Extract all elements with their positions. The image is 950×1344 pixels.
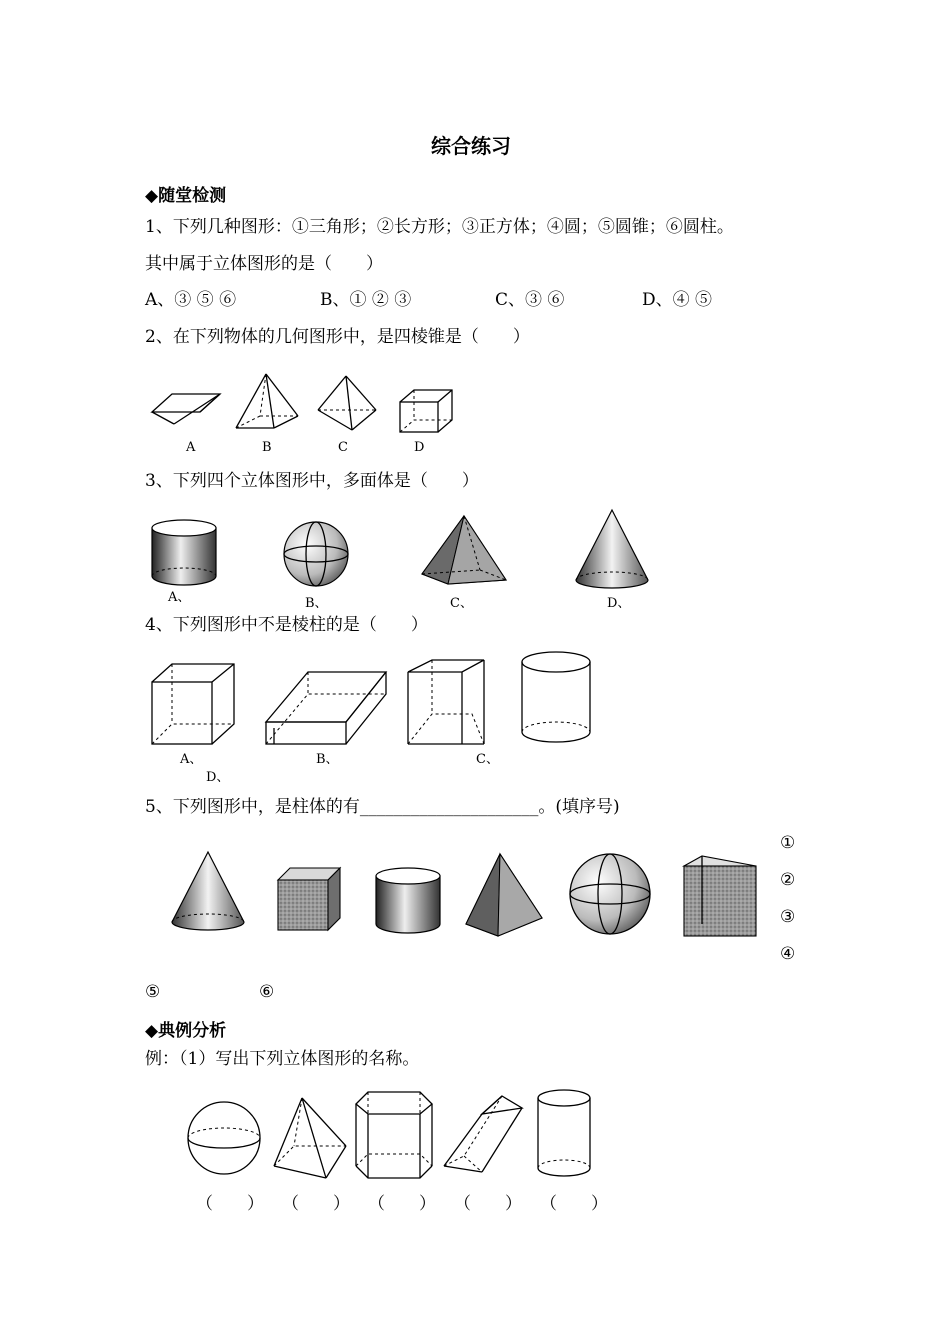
q2-figure-d-cube (398, 388, 454, 434)
question-3-text: 3、下列四个立体图形中，多面体是（ ） (145, 471, 479, 491)
example-figure-4-slanted-prism (442, 1094, 526, 1176)
q5-figure-6-triangular-prism (682, 854, 758, 938)
q1-option-d: D、④ ⑤ (642, 290, 713, 310)
q3-label-c: C、 (450, 596, 473, 611)
q5-marker-2: ② (780, 870, 796, 890)
question-1-text-line2: 其中属于立体图形的是（ ） (145, 254, 383, 274)
q5-marker-1: ① (780, 833, 796, 853)
q4-label-d: D、 (206, 770, 230, 785)
question-4-text: 4、下列图形中不是棱柱的是（ ） (145, 615, 428, 635)
q2-figure-a-triangular-prism (150, 390, 222, 430)
example-figure-3-hexagonal-prism (354, 1090, 434, 1182)
q5-figure-4-tetrahedron (464, 852, 544, 938)
q5-figure-5-sphere (568, 852, 652, 936)
q4-figure-c-frustum (406, 658, 488, 748)
q2-label-d: D (414, 440, 425, 455)
q3-label-b: B、 (305, 596, 328, 611)
q3-figure-b-sphere (282, 520, 352, 590)
q5-marker-6: ⑥ (259, 982, 275, 1002)
section-heading-examples: ◆典例分析 (145, 1021, 227, 1041)
example-blank-5[interactable]: （ ） (540, 1194, 608, 1214)
q2-label-b: B (262, 440, 272, 455)
q5-marker-4: ④ (780, 944, 796, 964)
example-blank-2[interactable]: （ ） (282, 1194, 350, 1214)
q3-figure-d-cone (574, 508, 652, 588)
q4-label-a: A、 (180, 752, 203, 767)
q1-option-a: A、③ ⑤ ⑥ (145, 290, 237, 310)
example-blank-1[interactable]: （ ） (196, 1194, 264, 1214)
q2-label-c: C (338, 440, 348, 455)
example-blank-3[interactable]: （ ） (368, 1194, 436, 1214)
q3-figure-a-cylinder (150, 518, 218, 588)
q5-marker-3: ③ (780, 907, 796, 927)
q5-figure-3-cylinder (374, 866, 442, 936)
q2-figure-c-tetrahedron (316, 374, 380, 432)
question-5-text: 5、下列图形中，是柱体的有_____________________。(填序号) (145, 797, 620, 817)
question-2-text: 2、在下列物体的几何图形中，是四棱锥是（ ） (145, 327, 530, 347)
q3-figure-c-pyramid (420, 514, 508, 586)
example-figure-2-pyramid (272, 1096, 348, 1180)
q5-figure-2-cube (276, 866, 344, 932)
section-heading-practice: ◆随堂检测 (145, 186, 227, 206)
q3-label-a: A、 (168, 590, 191, 605)
q5-figure-1-cone (170, 850, 248, 932)
q4-figure-b-flat-prism (264, 670, 388, 746)
q3-label-d: D、 (607, 596, 631, 611)
example-text: 例：（1）写出下列立体图形的名称。 (145, 1049, 420, 1069)
q1-option-c: C、③ ⑥ (495, 290, 565, 310)
page-title: 综合练习 (431, 134, 511, 158)
q4-label-b: B、 (316, 752, 339, 767)
q2-label-a: A (186, 440, 196, 455)
q4-figure-a-cube (150, 662, 236, 746)
q4-label-c: C、 (476, 752, 499, 767)
q1-option-b: B、① ② ③ (320, 290, 412, 310)
q5-marker-5: ⑤ (145, 982, 161, 1002)
example-figure-1-sphere (186, 1100, 264, 1178)
question-1-text: 1、下列几种图形：①三角形；②长方形；③正方体；④圆；⑤圆锥；⑥圆柱。 (145, 217, 734, 237)
example-figure-5-cylinder (536, 1088, 592, 1180)
q2-figure-b-square-pyramid (234, 372, 302, 432)
q4-figure-d-cylinder (520, 650, 592, 746)
example-blank-4[interactable]: （ ） (454, 1194, 522, 1214)
